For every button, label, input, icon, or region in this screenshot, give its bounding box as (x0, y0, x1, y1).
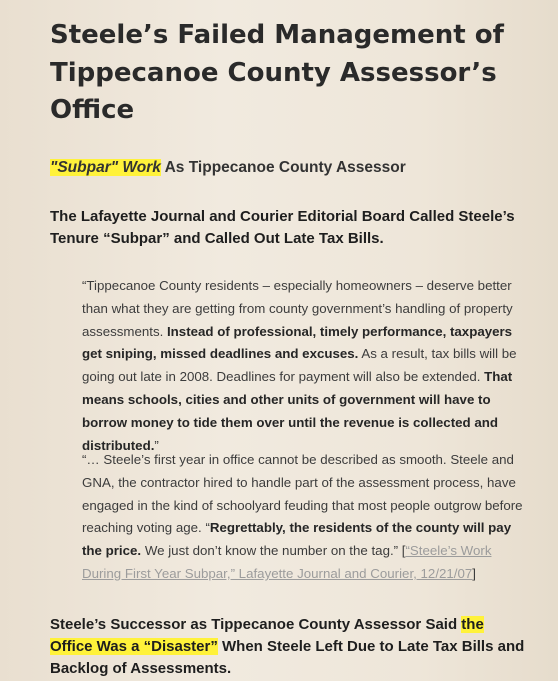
quote-bold-text: Regrettably, the residents of the county will pay the price. (82, 520, 512, 559)
quote-bold-text: That means schools, cities and other units of government will have to borrow money to tide them over until the revenue is collected and distributed. (82, 369, 513, 453)
successor-heading (50, 614, 530, 680)
page-title: Steele’s Failed Management of Tippecanoe County Assessor’s Office (50, 20, 504, 125)
editorial-board-heading: The Lafayette Journal and Courier Editorial Board Called Steele’s Tenure “Subpar” and Called Out Late Tax Bills. (50, 208, 515, 247)
highlighted-phrase: the Office Was a “Disaster” (50, 616, 484, 655)
heading-text: As Tippecanoe County Assessor (160, 159, 406, 176)
quote-bold-text: Instead of professional, timely performance, taxpayers get sniping, missed deadlines and excuses. (82, 323, 513, 362)
quote-text: “Tippecanoe County residents – especially homeowners – deserve better than what they are getting from county government’s handling of property assessments. (82, 278, 513, 339)
blockquote-first-year (82, 449, 532, 586)
quote-text: We just don’t know the number on the tag.” [ (141, 543, 406, 559)
quote-text: “… Steele’s first year in office cannot be described as smooth. Steele and GNA, the contractor hired to handle part of the assessment process, have engaged in the kind of schoolyard feuding that most people outgrow before reaching voting age. “ (82, 452, 523, 536)
blockquote-editorial (82, 275, 532, 457)
quote-text: ] (472, 565, 476, 581)
quote-text: ” (154, 437, 159, 453)
heading-text: Steele’s Successor as Tippecanoe County Assessor Said (50, 616, 462, 633)
quote-text: As a result, tax bills will be going out late in 2008. Deadlines for payment will also be extended. (82, 346, 517, 385)
source-citation-link[interactable]: “Steele’s Work During First Year Subpar,” Lafayette Journal and Courier, 12/21/07 (82, 543, 492, 581)
section-heading-subpar-work (50, 159, 406, 177)
highlighted-phrase: "Subpar" Work (50, 159, 161, 176)
heading-text: When Steele Left Due to Late Tax Bills and Backlog of Assessments. (50, 638, 525, 677)
